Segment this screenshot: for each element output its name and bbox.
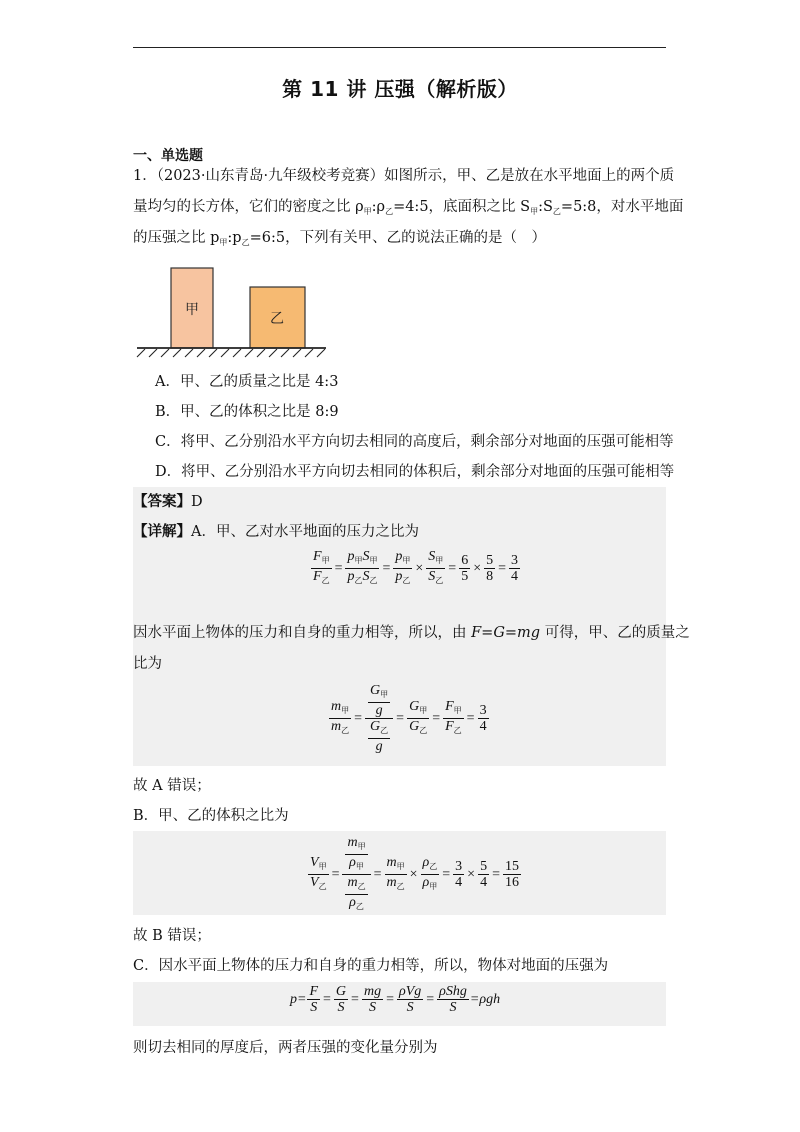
analysis-line-a: 【详解】A．甲、乙对水平地面的压力之比为: [133, 523, 419, 540]
formula-volume-ratio: $\frac{V_甲}{V_乙}$ = $\frac{\frac{m_甲}{\rho_甲}}{\frac{m_乙}{\rho_乙}}$ = $\frac{m_甲}{m_乙}$ × $\frac{\rho_乙}{\rho_甲}$ = $\frac{3}{4}$ × $\frac{5}{4}$ = $\frac{15}{16}$: [310, 835, 519, 911]
analysis-line-c: C．因水平面上物体的压力和自身的重力相等，所以，物体对地面的压强为: [133, 958, 609, 974]
formula-pressure: p= $\frac{F}{S}$ = $\frac{G}{S}$ = $\frac{mg}{S}$ = $\frac{\text{ρVg}}{S}$ = $\frac{\text{ρShg}}{S}$ =ρgh: [290, 984, 501, 1015]
formula-force-ratio: $\frac{F_甲}{F_乙}$ = $\frac{p_甲S_甲}{p_乙S_乙}$ = $\frac{p_甲}{p_乙}$ × $\frac{S_甲}{S_乙}$ = $\frac{6}{5}$ × $\frac{5}{8}$ = $\frac{3}{4}$: [313, 549, 518, 585]
answer-line: 【答案】D: [133, 493, 203, 510]
ground-hatch: [137, 349, 325, 357]
question-line-1: 1．（2023·山东青岛·九年级校考竞赛）如图所示，甲、乙是放在水平地面上的两个质: [133, 168, 675, 184]
option-c: C．将甲、乙分别沿水平方向切去相同的高度后，剩余部分对地面的压强可能相等: [155, 434, 674, 450]
analysis-text-2: 比为: [133, 656, 162, 672]
top-rule: [133, 47, 666, 48]
option-b: B．甲、乙的体积之比是 8:9: [155, 404, 339, 420]
block-yi-label: 乙: [270, 311, 284, 327]
section-heading: 一、单选题: [133, 148, 203, 164]
analysis-text-1: 因水平面上物体的压力和自身的重力相等，所以，由 F=G=mg 可得，甲、乙的质量之: [133, 625, 690, 641]
wrong-a: 故 A 错误；: [133, 778, 211, 794]
blocks-figure: [133, 262, 333, 362]
analysis-line-last: 则切去相同的厚度后，两者压强的变化量分别为: [133, 1040, 438, 1056]
wrong-b: 故 B 错误；: [133, 928, 211, 944]
question-line-3: 的压强之比 $p_甲:p_乙=6:5$，下列有关甲、乙的说法正确的是（ ）: [133, 230, 547, 247]
question-line-2: 量均匀的长方体，它们的密度之比 $\rho_甲:\rho_乙=4:5$，底面积之比 $S_甲:S_乙=5:8$，对水平地面: [133, 199, 684, 216]
page-title: 第 11 讲 压强（解析版）: [282, 77, 518, 101]
formula-mass-ratio: $\frac{m_甲}{m_乙}$ = $\frac{\frac{G_甲}{g}}{\frac{G_乙}{g}}$ = $\frac{G_甲}{G_乙}$ = $\frac{F_甲}{F_乙}$ = $\frac{3}{4}$: [331, 683, 487, 754]
option-a: A．甲、乙的质量之比是 4:3: [155, 374, 339, 390]
analysis-line-b: B．甲、乙的体积之比为: [133, 808, 289, 824]
block-jia-label: 甲: [185, 302, 199, 318]
option-d: D．将甲、乙分别沿水平方向切去相同的体积后，剩余部分对地面的压强可能相等: [155, 464, 675, 480]
